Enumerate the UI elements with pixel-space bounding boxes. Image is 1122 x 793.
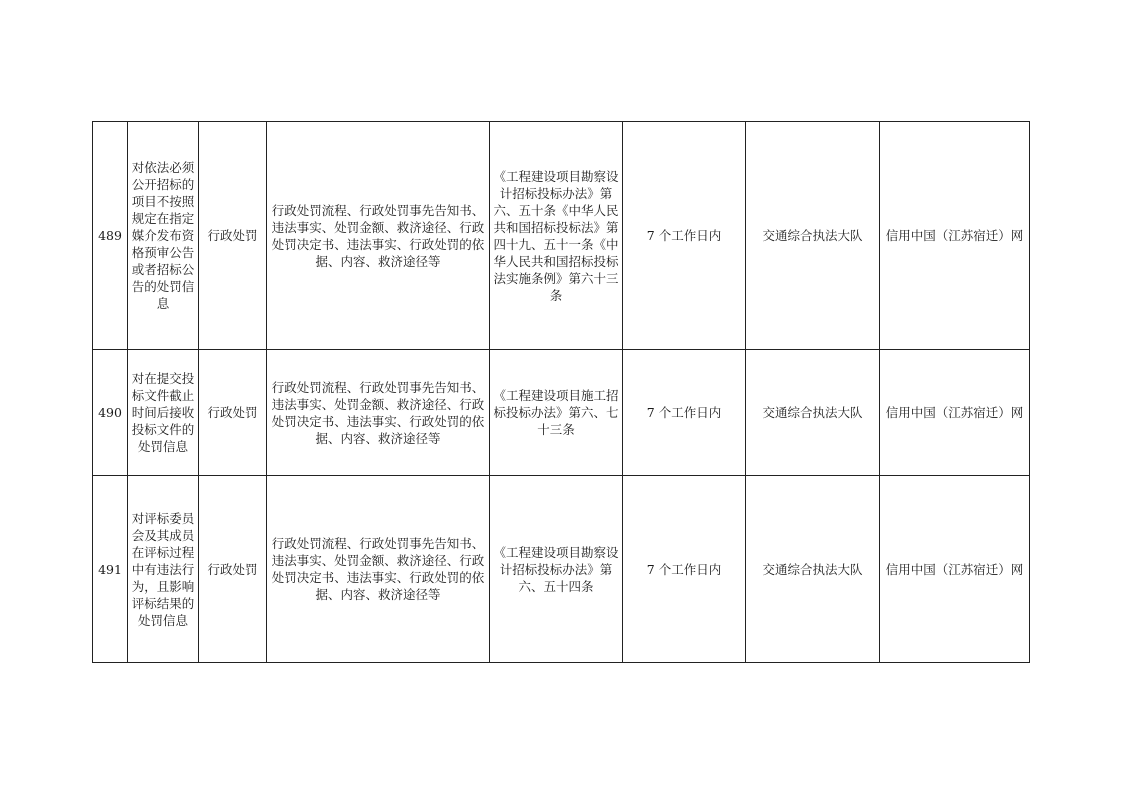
row-number: 490 <box>93 350 128 476</box>
table-row <box>93 350 1030 476</box>
disclosure-channel: 信用中国（江苏宿迁）网 <box>880 122 1030 350</box>
disclosure-content: 行政处罚流程、行政处罚事先告知书、违法事实、处罚金额、救济途径、行政处罚决定书、违法事实、行政处罚的依据、内容、救济途径等 <box>267 476 490 663</box>
legal-basis: 《工程建设项目施工招标投标办法》第六、七十三条 <box>490 350 623 476</box>
item-name: 对依法必须公开招标的项目不按照规定在指定媒介发布资格预审公告或者招标公告的处罚信息 <box>128 122 199 350</box>
item-name: 对在提交投标文件截止时间后接收投标文件的处罚信息 <box>128 350 199 476</box>
disclosure-channel: 信用中国（江苏宿迁）网 <box>880 350 1030 476</box>
item-category: 行政处罚 <box>199 122 267 350</box>
table-row <box>93 476 1030 663</box>
disclosure-deadline: 7 个工作日内 <box>623 350 746 476</box>
row-number: 489 <box>93 122 128 350</box>
item-category: 行政处罚 <box>199 476 267 663</box>
disclosure-content: 行政处罚流程、行政处罚事先告知书、违法事实、处罚金额、救济途径、行政处罚决定书、违法事实、行政处罚的依据、内容、救济途径等 <box>267 122 490 350</box>
legal-basis: 《工程建设项目勘察设计招标投标办法》第六、五十条《中华人民共和国招标投标法》第四十九、五十一条《中华人民共和国招标投标法实施条例》第六十三条 <box>490 122 623 350</box>
disclosure-deadline: 7 个工作日内 <box>623 476 746 663</box>
responsible-department: 交通综合执法大队 <box>746 122 880 350</box>
disclosure-table <box>92 121 1030 663</box>
table-row <box>93 122 1030 350</box>
item-name: 对评标委员会及其成员在评标过程中有违法行为，且影响评标结果的处罚信息 <box>128 476 199 663</box>
disclosure-channel: 信用中国（江苏宿迁）网 <box>880 476 1030 663</box>
legal-basis: 《工程建设项目勘察设计招标投标办法》第六、五十四条 <box>490 476 623 663</box>
responsible-department: 交通综合执法大队 <box>746 476 880 663</box>
responsible-department: 交通综合执法大队 <box>746 350 880 476</box>
item-category: 行政处罚 <box>199 350 267 476</box>
row-number: 491 <box>93 476 128 663</box>
disclosure-deadline: 7 个工作日内 <box>623 122 746 350</box>
disclosure-content: 行政处罚流程、行政处罚事先告知书、违法事实、处罚金额、救济途径、行政处罚决定书、违法事实、行政处罚的依据、内容、救济途径等 <box>267 350 490 476</box>
